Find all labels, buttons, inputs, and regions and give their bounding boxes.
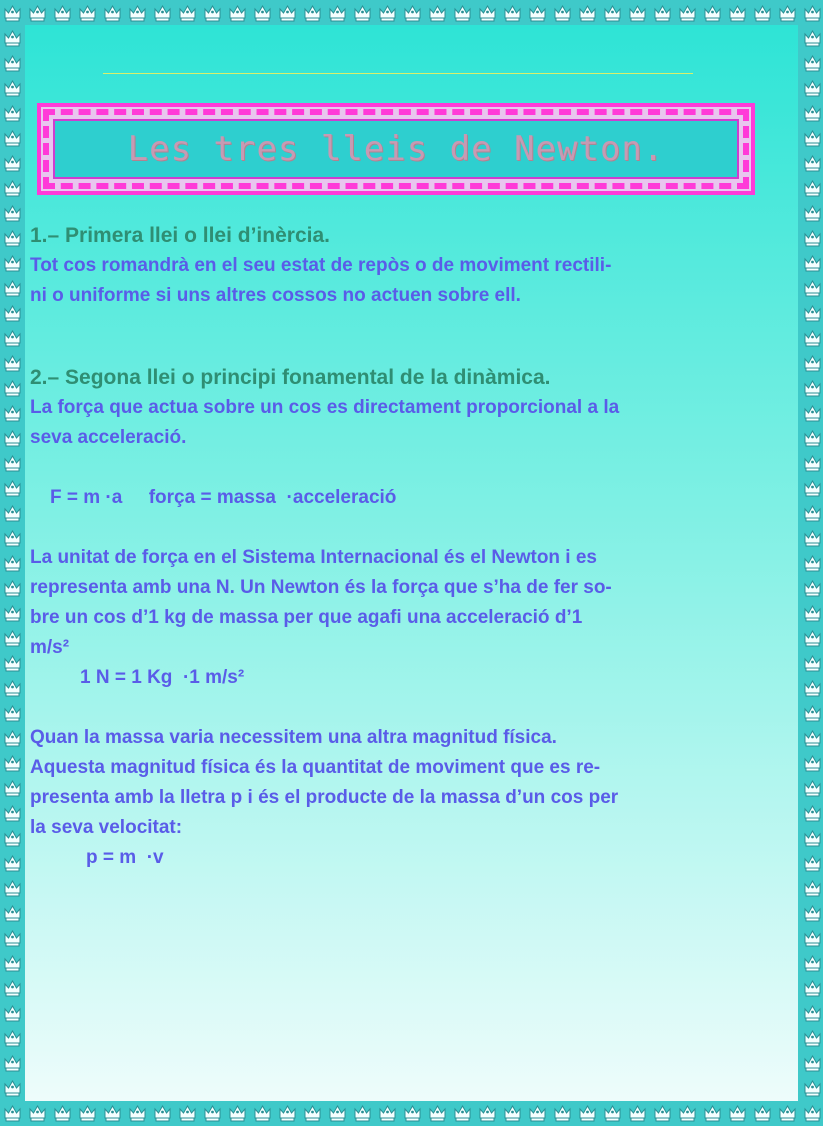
unit-text-line: La unitat de força en el Sistema Internacional és el Newton i es [30, 547, 598, 568]
momentum-text-line: Aquesta magnitud física és la quantitat de moviment que es re- [30, 757, 601, 778]
law-1-heading: 1.– Primera llei o llei d’inèrcia. [30, 224, 330, 247]
law-2-text-line: La força que actua sobre un cos es directament proporcional a la [30, 397, 620, 418]
law-2-text-line: seva acceleració. [30, 427, 187, 448]
page-title: Les tres lleis de Newton. [127, 129, 665, 169]
law-1-text-line: ni o uniforme si uns altres cossos no actuen sobre ell. [30, 285, 521, 306]
momentum-text-line: Quan la massa varia necessitem una altra magnitud física. [30, 727, 557, 748]
formula-newton: 1 N = 1 Kg ·1 m/s² [80, 667, 245, 688]
unit-text-line: m/s² [30, 637, 70, 658]
momentum-text-line: presenta amb la lletra p i és el producte de la massa d’un cos per [30, 787, 619, 808]
formula-momentum: p = m ·v [86, 847, 164, 868]
law-1-text-line: Tot cos romandrà en el seu estat de repòs o de moviment rectili- [30, 255, 612, 276]
law-2-heading: 2.– Segona llei o principi fonamental de la dinàmica. [30, 366, 551, 389]
top-rule [103, 73, 693, 74]
page-content [25, 25, 798, 1101]
formula-force: F = m ·a força = massa ·acceleració [50, 487, 397, 508]
unit-text-line: bre un cos d’1 kg de massa per que agafi una acceleració d’1 [30, 607, 583, 628]
title-banner [37, 103, 755, 195]
momentum-text-line: la seva velocitat: [30, 817, 183, 838]
document-body [30, 221, 798, 873]
unit-text-line: representa amb una N. Un Newton és la força que s’ha de fer so- [30, 577, 612, 598]
